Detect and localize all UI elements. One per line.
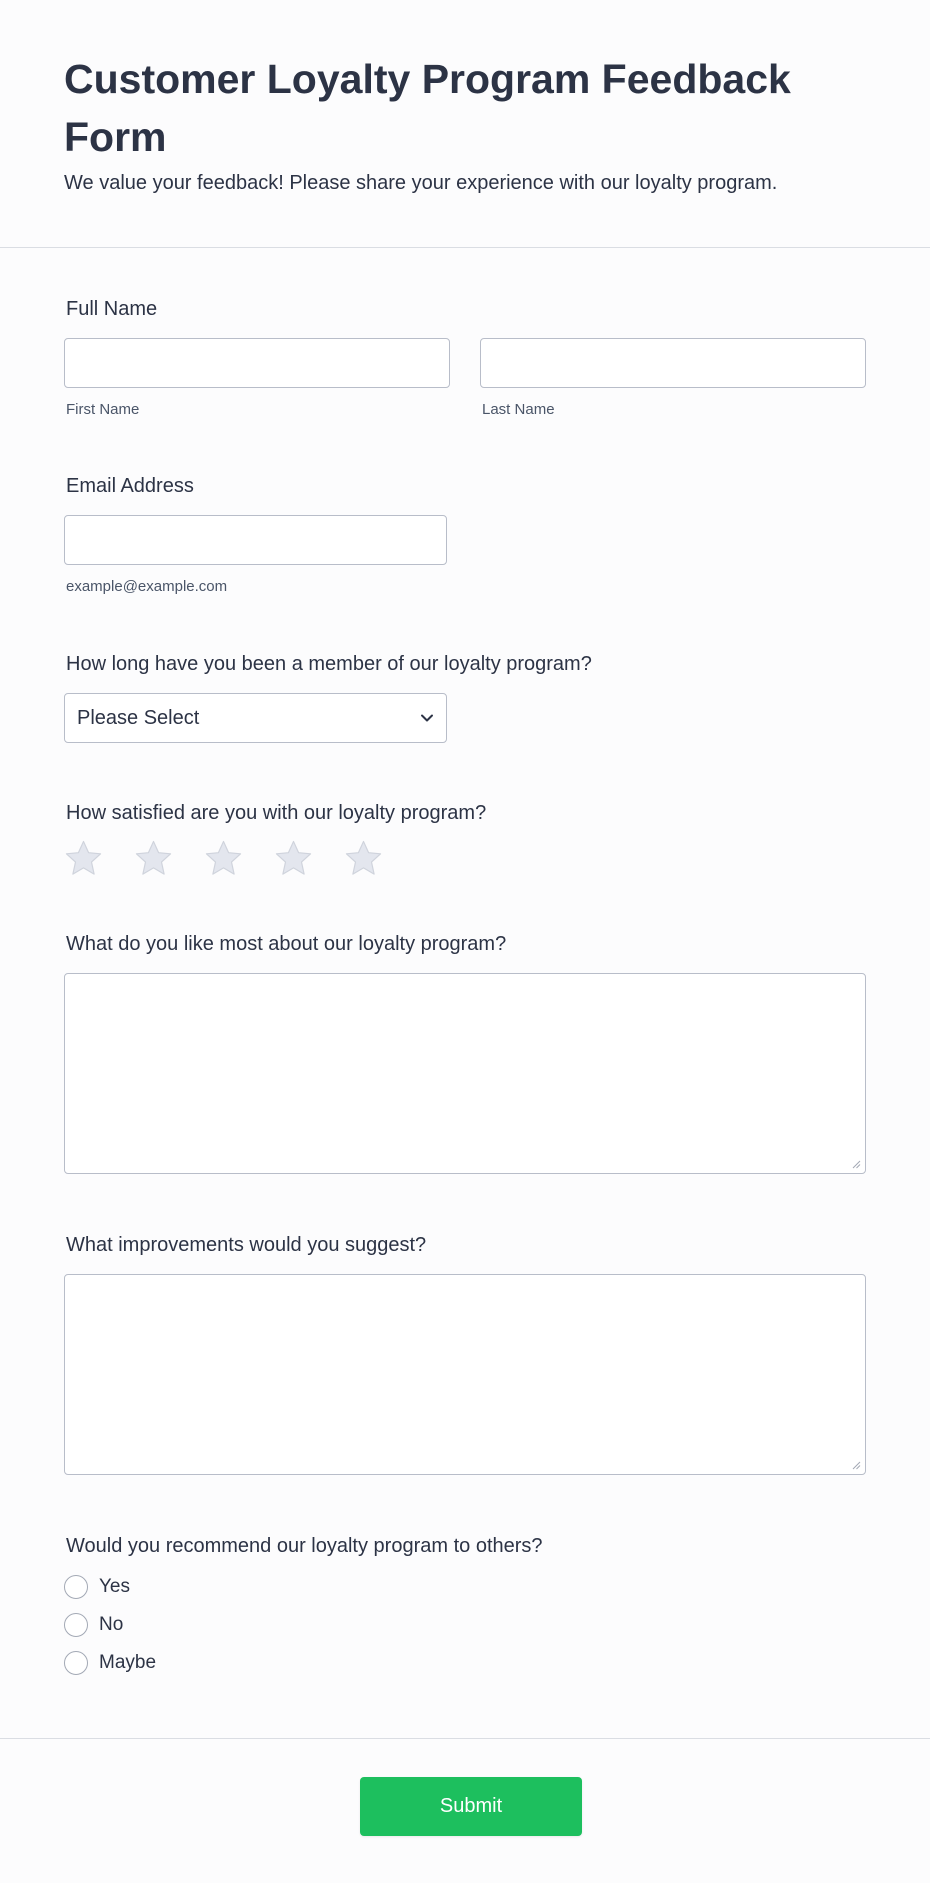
radio-button[interactable]	[64, 1613, 88, 1637]
star-icon[interactable]	[274, 839, 313, 878]
first-name-group	[64, 338, 450, 418]
full-name-label: Full Name	[66, 298, 158, 320]
form-header	[0, 0, 930, 248]
radio-label: No	[99, 1614, 124, 1635]
improvements-field	[64, 1234, 866, 1475]
improvements-textarea[interactable]	[64, 1274, 866, 1475]
radio-option[interactable]	[64, 1606, 866, 1644]
first-name-input[interactable]	[64, 338, 450, 388]
form-title: Customer Loyalty Program Feedback Form	[64, 56, 791, 160]
form-footer	[0, 1738, 930, 1817]
submit-button[interactable]: Submit	[360, 1777, 582, 1836]
last-name-sublabel: Last Name	[482, 401, 555, 418]
form-subtitle: We value your feedback! Please share your experience with our loyalty program.	[64, 172, 778, 194]
satisfaction-label: How satisfied are you with our loyalty program?	[66, 802, 487, 824]
star-rating	[64, 839, 866, 878]
resize-handle-icon[interactable]	[852, 1160, 861, 1169]
resize-handle-icon[interactable]	[852, 1461, 861, 1470]
star-icon[interactable]	[204, 839, 243, 878]
radio-label: Maybe	[99, 1652, 157, 1673]
chevron-down-icon	[420, 711, 434, 725]
likes-field	[64, 933, 866, 1174]
star-icon[interactable]	[134, 839, 173, 878]
last-name-input[interactable]	[480, 338, 866, 388]
likes-textarea[interactable]	[64, 973, 866, 1174]
last-name-group	[480, 338, 866, 418]
recommend-options	[64, 1568, 866, 1682]
radio-option[interactable]	[64, 1568, 866, 1606]
star-icon[interactable]	[64, 839, 103, 878]
membership-label: How long have you been a member of our loyalty program?	[66, 653, 592, 675]
radio-option[interactable]	[64, 1644, 866, 1682]
email-input[interactable]	[64, 515, 447, 565]
recommend-field	[64, 1535, 866, 1682]
recommend-label: Would you recommend our loyalty program to others?	[66, 1535, 543, 1557]
email-label: Email Address	[66, 475, 194, 497]
radio-label: Yes	[99, 1576, 130, 1597]
first-name-sublabel: First Name	[66, 401, 140, 418]
radio-button[interactable]	[64, 1651, 88, 1675]
radio-button[interactable]	[64, 1575, 88, 1599]
satisfaction-field	[64, 802, 866, 878]
membership-field	[64, 653, 866, 743]
full-name-field	[64, 298, 866, 418]
membership-select[interactable]	[64, 693, 447, 743]
membership-select-value: Please Select	[77, 706, 200, 729]
improvements-label: What improvements would you suggest?	[66, 1234, 427, 1256]
likes-label: What do you like most about our loyalty program?	[66, 933, 507, 955]
star-icon[interactable]	[344, 839, 383, 878]
form-body	[0, 298, 930, 1682]
email-field	[64, 475, 866, 595]
email-sublabel: example@example.com	[66, 578, 228, 595]
